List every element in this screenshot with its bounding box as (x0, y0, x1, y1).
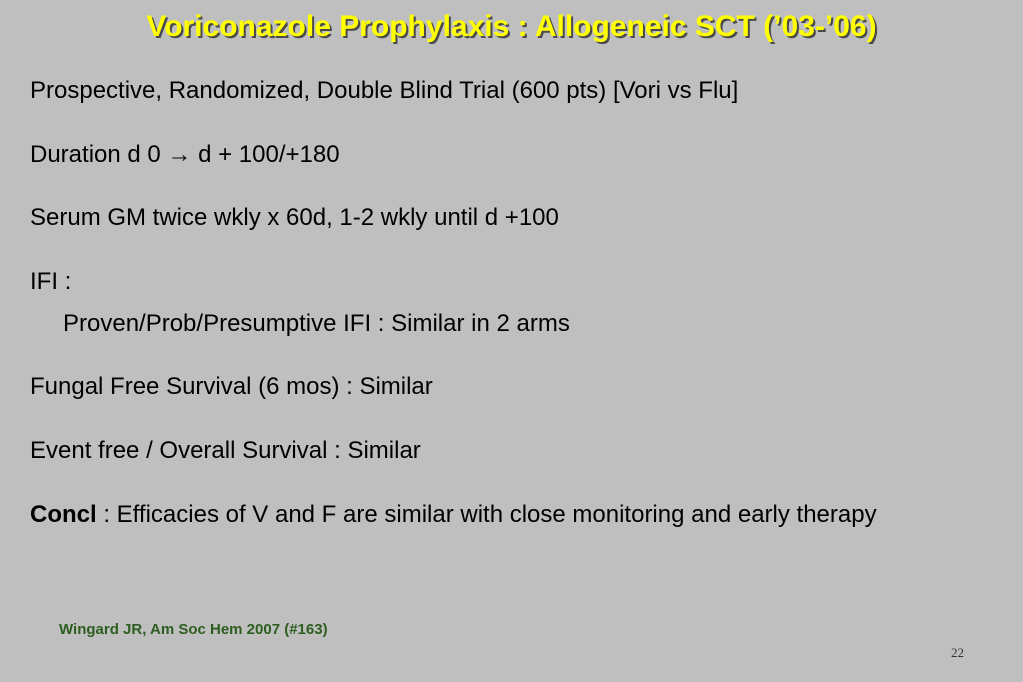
bullet-serum-gm: Serum GM twice wkly x 60d, 1-2 wkly until d +100 (30, 204, 559, 231)
conclusion (30, 498, 1003, 532)
conclusion-label: Concl (30, 501, 97, 528)
bullet-fungal-free-survival: Fungal Free Survival (6 mos) : Similar (30, 373, 433, 400)
conclusion-text: : Efficacies of V and F are similar with close monitoring and early therapy (96, 501, 877, 528)
bullet-overall-survival: Event free / Overall Survival : Similar (30, 437, 421, 464)
bullet-trial-design: Prospective, Randomized, Double Blind Trial (600 pts) [Vori vs Flu] (30, 77, 739, 104)
sub-bullet-ifi-result: Proven/Prob/Presumptive IFI : Similar in 2 arms (63, 310, 570, 337)
slide-title: Voriconazole Prophylaxis : Allogeneic SCT (’03-’06) (146, 10, 877, 43)
page-number: 22 (951, 645, 964, 660)
citation: Wingard JR, Am Soc Hem 2007 (#163) (59, 621, 328, 638)
bullet-duration: Duration d 0 → d + 100/+180 (30, 141, 340, 168)
bullet-ifi-heading: IFI : (30, 268, 72, 295)
